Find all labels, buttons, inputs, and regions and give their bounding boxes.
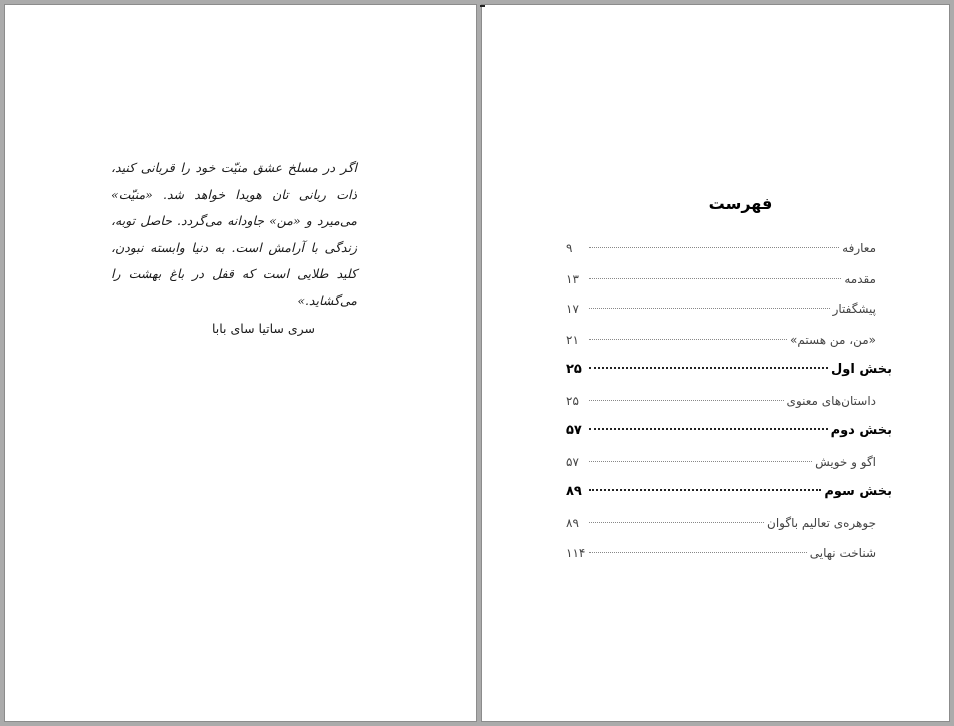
toc-entry-page: ۵۷ (566, 454, 579, 469)
toc-entry-label: داستان‌های معنوی (786, 393, 876, 408)
toc-leader-dots (589, 339, 787, 340)
right-page (481, 4, 950, 722)
table-of-contents (566, 233, 892, 569)
toc-entry-label: مقدمه (844, 271, 876, 286)
toc-entry-label: جوهره‌ی تعالیم باگوان (767, 515, 876, 530)
toc-entry-page: ۸۹ (566, 515, 579, 530)
toc-title: فهرست (708, 194, 773, 213)
toc-entry (566, 538, 892, 569)
toc-entry-page: ۱۱۴ (566, 546, 586, 560)
toc-section-page: ۸۹ (566, 484, 582, 499)
toc-entry-label: «من، من هستم» (790, 332, 876, 347)
toc-section (566, 416, 892, 447)
toc-leader-dots (589, 428, 828, 430)
toc-leader-dots (589, 308, 830, 309)
toc-leader-dots (589, 247, 839, 248)
toc-leader-dots (589, 367, 828, 369)
page-boundary-marker (480, 5, 485, 7)
toc-leader-dots (589, 461, 812, 462)
toc-section (566, 355, 892, 386)
epigraph-quote: اگر در مسلخ عشق منیّت خود را قربانی کنید، ذات ربانی تان هویدا خواهد شد. «منیّت» می‌میرد و «من» جاودانه می‌گردد. حاصل توبه، زندگی با آرامش است. به دنیا وابسته نبودن، کلید طلایی است که قفل در باغ بهشت را می‌گشاید.» (111, 160, 357, 308)
toc-leader-dots (589, 489, 821, 491)
toc-entry-label: معارفه (842, 241, 876, 255)
toc-entry (566, 233, 892, 264)
toc-section-label: بخش اول (831, 362, 892, 377)
toc-section-label: بخش دوم (830, 423, 892, 438)
toc-leader-dots (589, 278, 841, 279)
toc-entry-label: پیشگفتار (832, 302, 876, 316)
toc-entry (566, 264, 892, 295)
toc-entry (566, 508, 892, 539)
toc-entry (566, 447, 892, 478)
toc-entry-label: شناخت نهایی (809, 546, 876, 560)
toc-entry-page: ۱۳ (566, 271, 579, 286)
toc-entry-page: ۲۵ (566, 393, 579, 408)
toc-leader-dots (589, 552, 807, 553)
toc-entry-page: ۲۱ (566, 332, 579, 347)
toc-entry-label: اگو و خویش (815, 454, 876, 469)
toc-section-page: ۲۵ (566, 362, 582, 377)
epigraph-author: سری ساتیا سای بابا (211, 321, 315, 336)
toc-entry-page: ۹ (566, 241, 573, 255)
toc-entry-page: ۱۷ (566, 302, 579, 316)
toc-entry (566, 294, 892, 325)
toc-entry (566, 386, 892, 417)
toc-section-label: بخش سوم (824, 484, 892, 499)
toc-section-page: ۵۷ (566, 423, 582, 438)
left-page (4, 4, 477, 722)
toc-leader-dots (589, 400, 784, 401)
toc-entry (566, 325, 892, 356)
toc-leader-dots (589, 522, 764, 523)
toc-section (566, 477, 892, 508)
